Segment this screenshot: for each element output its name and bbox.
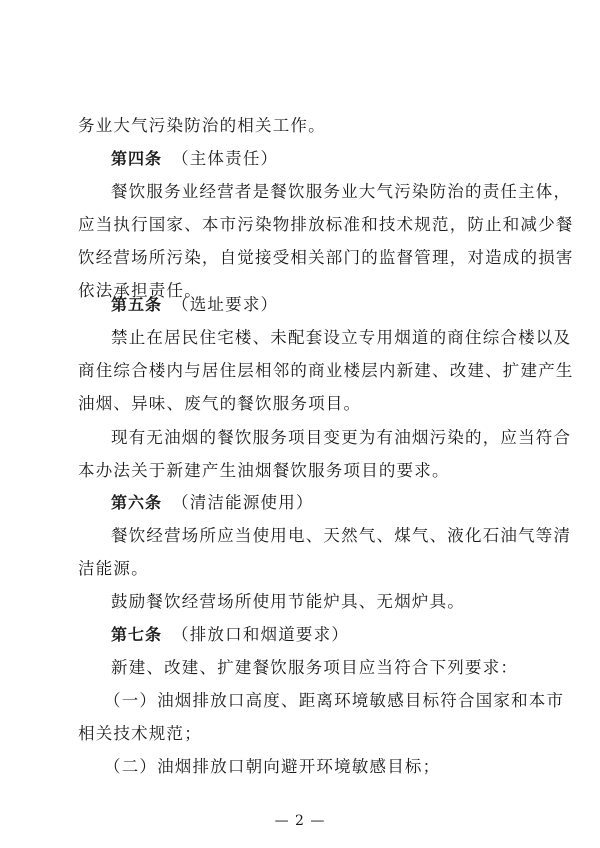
article-subtitle: （选址要求） bbox=[172, 295, 279, 314]
paragraph-line: 商住综合楼内与居住层相邻的商业楼层内新建、改建、扩建产生 bbox=[78, 361, 574, 380]
paragraph-line: 饮经营场所污染，自觉接受相关部门的监督管理，对造成的损害 bbox=[78, 248, 574, 267]
paragraph-line: 餐饮经营场所应当使用电、天然气、煤气、液化石油气等清 bbox=[111, 526, 572, 545]
article-heading bbox=[111, 624, 561, 646]
paragraph-line: 洁能源。 bbox=[78, 559, 149, 578]
paragraph-line: 餐饮服务业经营者是餐饮服务业大气污染防治的责任主体， bbox=[111, 182, 572, 201]
article-number: 第四条 bbox=[111, 149, 163, 168]
paragraph-line: 现有无油烟的餐饮服务项目变更为有油烟污染的，应当符合 bbox=[111, 428, 572, 447]
paragraph-line: 本办法关于新建产生油烟餐饮服务项目的要求。 bbox=[78, 461, 450, 480]
article-number: 第六条 bbox=[111, 493, 163, 512]
article-heading bbox=[111, 148, 561, 170]
paragraph-line: 油烟、异味、废气的餐饮服务项目。 bbox=[78, 394, 362, 413]
paragraph-line: 务业大气污染防治的相关工作。 bbox=[78, 116, 326, 135]
article-heading bbox=[111, 492, 561, 514]
paragraph-line: 依法承担责任。 bbox=[78, 281, 202, 300]
article-subtitle: （主体责任） bbox=[172, 149, 279, 168]
article-number: 第七条 bbox=[111, 625, 163, 644]
paragraph-line: 禁止在居民住宅楼、未配套设立专用烟道的商住综合楼以及 bbox=[111, 328, 572, 347]
article-heading bbox=[111, 294, 561, 316]
paragraph-line: 相关技术规范； bbox=[78, 724, 202, 743]
paragraph-line: 应当执行国家、本市污染物排放标准和技术规范，防止和减少餐 bbox=[78, 215, 574, 234]
article-subtitle: （清洁能源使用） bbox=[172, 493, 314, 512]
paragraph-line: 新建、改建、扩建餐饮服务项目应当符合下列要求： bbox=[111, 658, 519, 677]
list-item: （一）油烟排放口高度、距离环境敏感目标符合国家和本市 bbox=[104, 691, 565, 710]
article-subtitle: （排放口和烟道要求） bbox=[172, 625, 350, 644]
article-number: 第五条 bbox=[111, 295, 163, 314]
list-item: （二）油烟排放口朝向避开环境敏感目标； bbox=[104, 757, 441, 776]
paragraph-line: 鼓励餐饮经营场所使用节能炉具、无烟炉具。 bbox=[111, 592, 465, 611]
page-number: — 2 — bbox=[274, 813, 326, 829]
